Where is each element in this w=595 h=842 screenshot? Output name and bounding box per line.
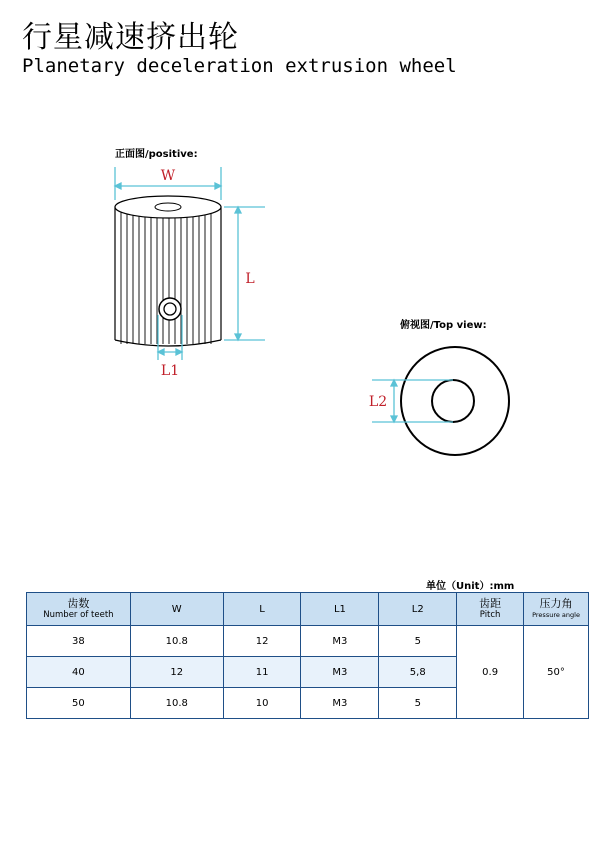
dim-l-label: L xyxy=(245,271,255,287)
header-teeth xyxy=(27,593,131,626)
cell-teeth: 50 xyxy=(27,688,131,719)
header-w: W xyxy=(130,593,223,626)
header-pitch-en: Pitch xyxy=(479,610,501,620)
table-row xyxy=(27,626,589,657)
dim-l2-label: L2 xyxy=(368,394,388,410)
cell-l2: 5 xyxy=(379,688,457,719)
cell-l: 10 xyxy=(223,688,301,719)
header-teeth-cn: 齿数 xyxy=(67,597,90,610)
cell-l: 11 xyxy=(223,657,301,688)
header-l1: L1 xyxy=(301,593,379,626)
cell-l2: 5,8 xyxy=(379,657,457,688)
cell-w: 10.8 xyxy=(130,688,223,719)
cell-w: 12 xyxy=(130,657,223,688)
cell-teeth: 40 xyxy=(27,657,131,688)
cell-l2: 5 xyxy=(379,626,457,657)
table-header-row xyxy=(27,593,589,626)
front-view-label: 正面图/positive: xyxy=(115,149,198,160)
title-english: Planetary deceleration extrusion wheel xyxy=(22,55,457,77)
header-pitch xyxy=(457,593,524,626)
top-view-label: 俯视图/Top view: xyxy=(400,320,487,331)
header-teeth-en: Number of teeth xyxy=(43,610,114,620)
cell-l1: M3 xyxy=(301,688,379,719)
cell-teeth: 38 xyxy=(27,626,131,657)
unit-note: 单位（Unit）:mm xyxy=(426,581,515,592)
top-view-gear xyxy=(401,347,509,455)
dim-l1-label: L1 xyxy=(160,363,180,379)
header-angle-en: Pressure angle xyxy=(532,611,580,619)
cell-l1: M3 xyxy=(301,626,379,657)
cell-l1: M3 xyxy=(301,657,379,688)
cell-pressure-angle: 50° xyxy=(524,626,589,719)
cell-w: 10.8 xyxy=(130,626,223,657)
dimension-l1 xyxy=(158,315,182,360)
cell-l: 12 xyxy=(223,626,301,657)
title-chinese: 行星减速挤出轮 xyxy=(22,20,239,55)
header-angle-cn: 压力角 xyxy=(539,597,573,610)
spec-table xyxy=(26,592,589,719)
front-view-gear xyxy=(115,196,221,346)
cell-pitch: 0.9 xyxy=(457,626,524,719)
header-pitch-cn: 齿距 xyxy=(479,597,502,610)
header-pressure-angle xyxy=(524,593,589,626)
header-l2: L2 xyxy=(379,593,457,626)
dim-w-label: W xyxy=(160,168,176,184)
header-l: L xyxy=(223,593,301,626)
